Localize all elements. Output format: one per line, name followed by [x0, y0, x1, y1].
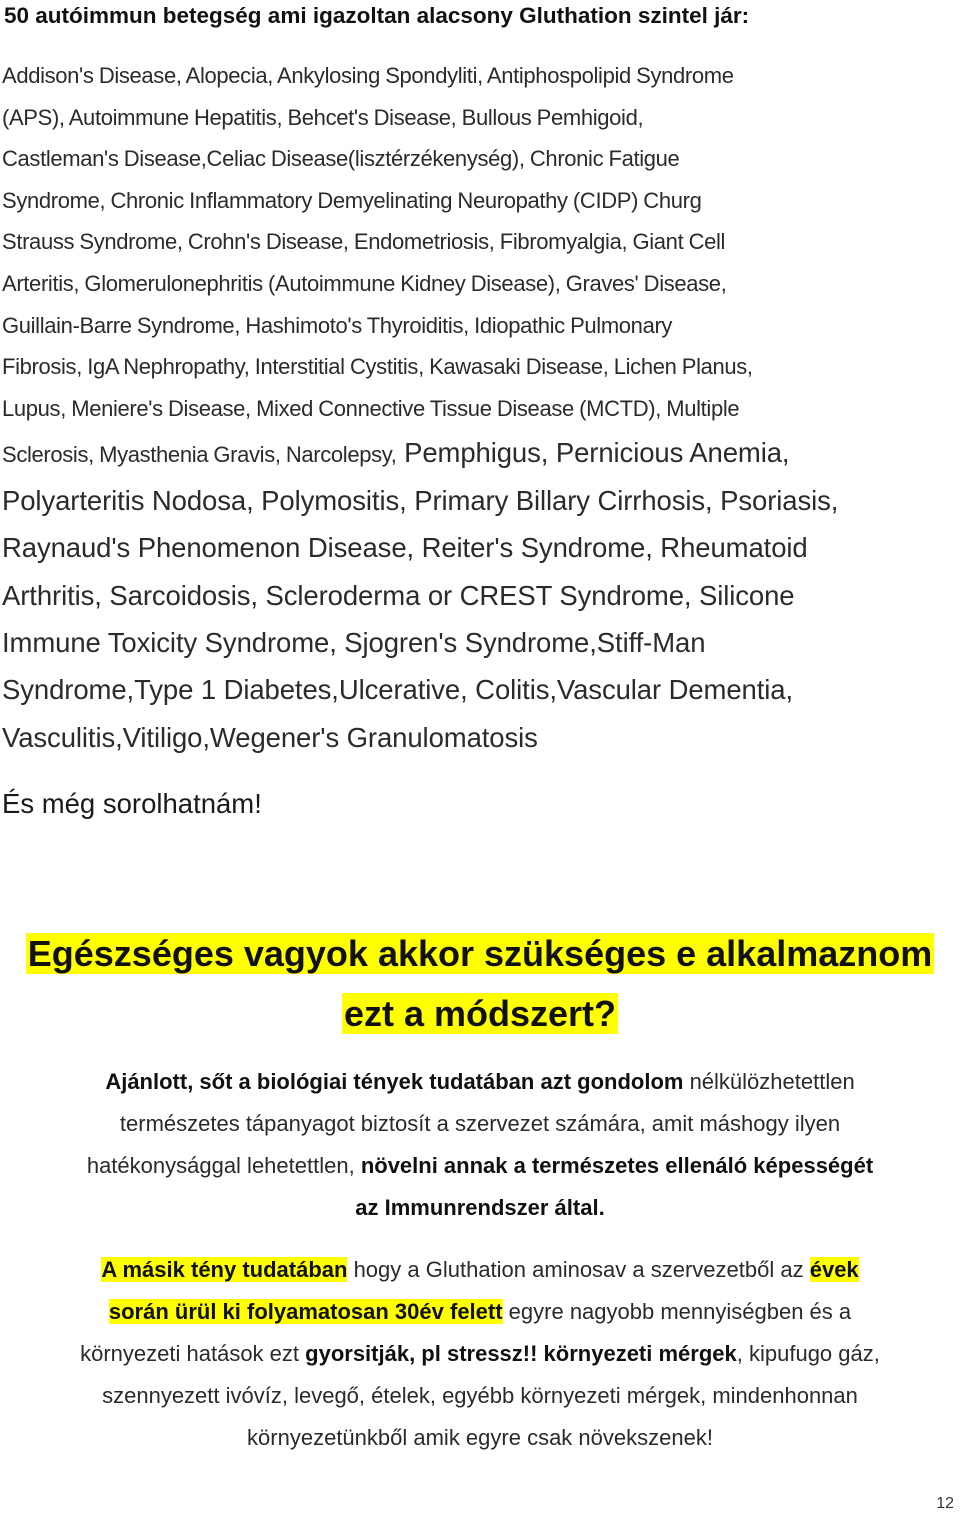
- plain-text: , kipufugo gáz,: [736, 1341, 880, 1366]
- disease-list-big-line: Arthritis, Sarcoidosis, Scleroderma or CREST Syndrome, Silicone: [2, 579, 795, 611]
- disease-list-big-line: Raynaud's Phenomenon Disease, Reiter's Syndrome, Rheumatoid: [2, 532, 808, 564]
- paragraph-line: [0, 1145, 960, 1187]
- paragraph-recommendation: [0, 1061, 960, 1229]
- disease-list-line: Addison's Disease, Alopecia, Ankylosing Spondyliti, Antiphospolipid Syndrome: [2, 63, 734, 88]
- plain-text: nélkülözhetettlen: [683, 1069, 855, 1094]
- paragraph-line: szennyezett ivóvíz, levegő, ételek, egyébb környezeti mérgek, mindenhonnan: [102, 1383, 858, 1408]
- highlighted-bold-text: A másik tény tudatában: [101, 1257, 348, 1282]
- disease-list-line: Guillain-Barre Syndrome, Hashimoto's Thyroiditis, Idiopathic Pulmonary: [2, 312, 673, 338]
- disease-list-line: (APS), Autoimmune Hepatitis, Behcet's Disease, Bullous Pemhigoid,: [2, 104, 644, 130]
- disease-list-line: Castleman's Disease,Celiac Disease(lisztérzékenység), Chronic Fatigue: [2, 146, 680, 172]
- bold-text: az Immunrendszer által.: [355, 1195, 605, 1220]
- disease-list-mixed-small: Sclerosis, Myasthenia Gravis, Narcolepsy,: [2, 442, 397, 468]
- question-highlight: ezt a módszert?: [343, 993, 617, 1034]
- disease-list-line: Lupus, Meniere's Disease, Mixed Connective Tissue Disease (MCTD), Multiple: [2, 395, 740, 421]
- page-heading: 50 autóimmun betegség ami igazoltan alacsony Gluthation szintel jár:: [4, 3, 750, 28]
- disease-list-big-line: Polyarteritis Nodosa, Polymositis, Primary Billary Cirrhosis, Psoriasis,: [2, 484, 839, 516]
- paragraph-line: környezetünkből amik egyre csak növekszenek!: [247, 1425, 713, 1450]
- plain-text: hatékonysággal lehetettlen,: [86, 1153, 361, 1178]
- paragraph-line: [0, 1187, 960, 1229]
- paragraph-line: [0, 1249, 960, 1291]
- paragraph-line: természetes tápanyagot biztosít a szervezet számára, amit máshogy ilyen: [119, 1111, 841, 1136]
- disease-list-big-line: Immune Toxicity Syndrome, Sjogren's Syndrome,Stiff-Man: [2, 626, 706, 658]
- section-question: [0, 924, 960, 1044]
- disease-list-line: Fibrosis, IgA Nephropathy, Interstitial Cystitis, Kawasaki Disease, Lichen Planus,: [2, 354, 753, 380]
- bold-text: Ajánlott, sőt a biológiai tények tudatában azt gondolom: [105, 1069, 684, 1094]
- disease-list-line: Syndrome, Chronic Inflammatory Demyelinating Neuropathy (CIDP) Churg: [2, 187, 702, 213]
- disease-list-line: Arteritis, Glomerulonephritis (Autoimmune Kidney Disease), Graves' Disease,: [2, 270, 727, 296]
- plain-text: környezeti hatások ezt: [80, 1341, 306, 1366]
- highlighted-bold-text: évek: [809, 1257, 859, 1282]
- question-line: [0, 924, 960, 984]
- disease-list-mixed-big: Pemphigus, Pernicious Anemia,: [396, 437, 790, 469]
- disease-list: [2, 55, 957, 761]
- bold-text: növelni annak a természetes ellenáló képességét: [360, 1153, 874, 1178]
- plain-text: hogy a Gluthation aminosav a szervezetből az: [347, 1257, 810, 1282]
- disease-list-big-line: Syndrome,Type 1 Diabetes,Ulcerative, Colitis,Vascular Dementia,: [2, 674, 794, 706]
- paragraph-line: [0, 1061, 960, 1103]
- plain-text: egyre nagyobb mennyiségben és a: [502, 1299, 852, 1324]
- disease-list-mixed-line: [2, 429, 957, 476]
- paragraph-other-fact: [0, 1249, 960, 1459]
- page-number: 12: [936, 1495, 954, 1512]
- question-highlight: Egészséges vagyok akkor szükséges e alkalmaznom: [27, 933, 933, 974]
- paragraph-line: [0, 1291, 960, 1333]
- question-line: [0, 984, 960, 1044]
- disease-list-line: Strauss Syndrome, Crohn's Disease, Endometriosis, Fibromyalgia, Giant Cell: [2, 229, 726, 255]
- disease-list-big-line: Vasculitis,Vitiligo,Wegener's Granulomatosis: [2, 721, 538, 753]
- bold-text: gyorsitják, pl stressz!! környezeti mérgek: [305, 1341, 737, 1366]
- paragraph-line: [0, 1333, 960, 1375]
- highlighted-bold-text: során ürül ki folyamatosan 30év felett: [108, 1299, 503, 1324]
- closing-remark: És még sorolhatnám!: [2, 788, 262, 819]
